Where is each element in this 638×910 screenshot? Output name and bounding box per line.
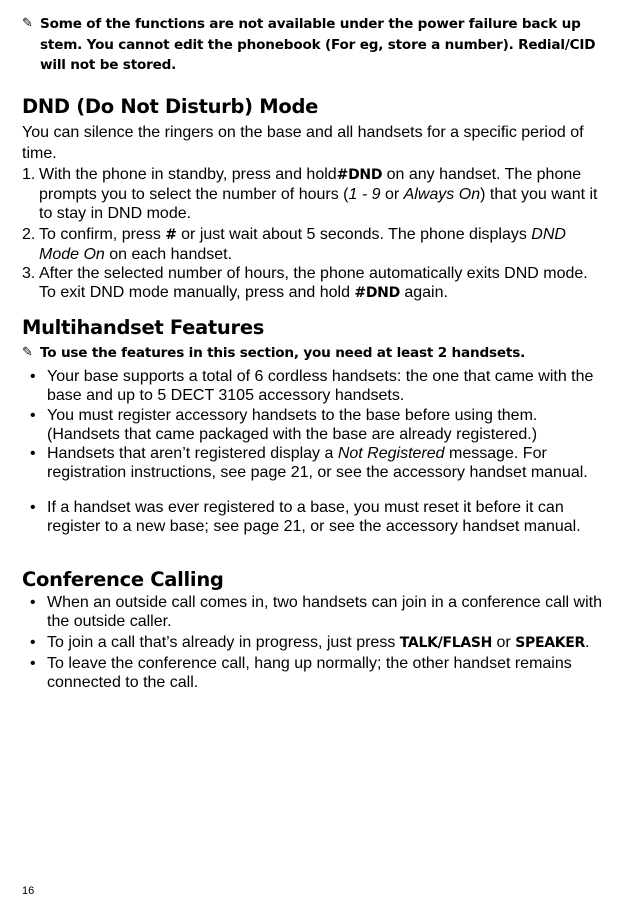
multihandset-bullet-2: • You must register accessory handsets to the base before using them. (Handsets that came packaged with the base are already registered.) <box>30 407 538 443</box>
dnd-intro: You can silence the ringers on the base and all handsets for a specific period of time. <box>22 124 584 162</box>
bullet-icon: • <box>30 407 36 424</box>
conference-heading: Conference Calling <box>22 568 224 591</box>
talk-flash-key: TALK/FLASH <box>399 635 493 651</box>
power-failure-note <box>22 14 602 76</box>
dnd-mode-on-display-text: DND Mode On <box>39 226 566 263</box>
bullet-icon: • <box>30 499 36 516</box>
step-number: 3. <box>22 265 36 282</box>
bullet-icon: • <box>30 655 36 672</box>
dnd-key: #DND <box>336 167 383 183</box>
dnd-step-1-text: With the phone in standby, press and hold#DND on any handset. The phone prompts you to select the number of hours (1 - 9 or Always On) that you want it to stay in DND mode. <box>39 166 598 222</box>
dnd-heading: DND (Do Not Disturb) Mode <box>22 95 319 118</box>
bullet-icon: • <box>30 634 36 651</box>
dnd-step-2-text: To confirm, press # or just wait about 5 seconds. The phone displays DND Mode On on each handset. <box>39 226 566 263</box>
bullet-icon: • <box>30 445 36 462</box>
pen-note-icon: ✎ <box>22 16 33 31</box>
conference-bullet-3: • To leave the conference call, hang up normally; the other handset remains connected to the call. <box>30 655 572 691</box>
pound-key: # <box>165 227 177 243</box>
dnd-step-1 <box>22 165 602 223</box>
dnd-step-3-text: After the selected number of hours, the phone automatically exits DND mode. To exit DND mode manually, press and hold #DND again. <box>39 265 588 301</box>
power-failure-note-text: Some of the functions are not available under the power failure back up stem. You cannot edit the phonebook (For eg, store a number). Redial/CID will not be stored. <box>40 16 596 73</box>
step-number: 2. <box>22 226 36 243</box>
not-registered-display-text: Not Registered <box>337 445 445 462</box>
dnd-step-2 <box>22 225 602 264</box>
step-number: 1. <box>22 166 36 183</box>
page-number: 16 <box>22 885 35 897</box>
multihandset-bullet-3: • Handsets that aren’t registered display a Not Registered message. For registration instructions, see page 21, or see the accessory handset manual. <box>30 445 588 481</box>
dnd-step-3 <box>22 264 602 303</box>
multihandset-note-text: To use the features in this section, you need at least 2 handsets. <box>40 345 526 361</box>
always-on-display-text: Always On <box>403 186 481 203</box>
bullet-icon: • <box>30 368 36 385</box>
bullet-icon: • <box>30 594 36 611</box>
multihandset-bullet-4: • If a handset was ever registered to a base, you must reset it before it can register to a new base; see page 21, or see the accessory handset manual. <box>30 499 581 535</box>
pen-note-icon: ✎ <box>22 345 33 360</box>
speaker-key: SPEAKER <box>515 635 586 651</box>
conference-bullet-2: • To join a call that’s already in progress, just press TALK/FLASH or SPEAKER. <box>30 634 590 651</box>
multihandset-note <box>22 343 602 364</box>
dnd-key: #DND <box>354 285 400 301</box>
multihandset-bullet-1: • Your base supports a total of 6 cordless handsets: the one that came with the base and up to 5 DECT 3105 accessory handsets. <box>30 368 594 404</box>
multihandset-heading: Multihandset Features <box>22 316 265 339</box>
conference-bullet-1: • When an outside call comes in, two handsets can join in a conference call with the outside caller. <box>30 594 602 630</box>
